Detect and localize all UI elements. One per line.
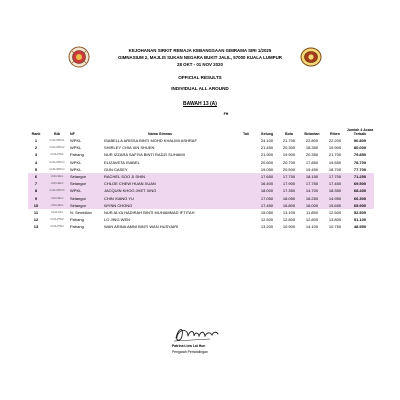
riben-cell: 17.700	[324, 173, 346, 180]
bola-cell: 16.800	[278, 202, 300, 209]
tali-cell	[236, 151, 256, 158]
tali-cell	[236, 187, 256, 194]
category-heading: BAWAH 13 (A)	[183, 101, 217, 107]
table-row	[28, 187, 374, 194]
bib-cell: U13A-WPKL1	[49, 139, 65, 142]
gelung-cell: 17.050	[256, 195, 278, 202]
belantan-cell: 22.800	[305, 138, 319, 143]
fh-cell	[216, 195, 236, 202]
gelung-cell: 18.000	[256, 187, 278, 194]
bola-cell: 17.900	[278, 180, 300, 187]
riben-cell: 12.500	[328, 210, 342, 216]
total-cell: 68.400	[346, 187, 374, 194]
bib-cell: U13A-WPKL4	[49, 167, 65, 171]
name-cell: LO JING WEN	[104, 217, 131, 223]
gelung-cell: 24.100	[260, 138, 274, 143]
gelung-cell: 21.450	[260, 145, 274, 151]
name-cell: JACQUIN KHOO JHET XING	[104, 187, 216, 194]
tali-cell	[236, 137, 256, 144]
fh-cell	[216, 202, 236, 209]
rank-cell: 13	[33, 224, 39, 230]
belantan-cell: 14.700	[300, 187, 324, 194]
nf-cell: Selangor	[70, 180, 104, 187]
bib-cell: U13A-SEL2	[44, 180, 70, 187]
col-bola: Bola	[285, 132, 293, 136]
nf-cell: Pahang	[70, 152, 84, 158]
table-row	[28, 173, 374, 180]
bib-cell: U13A-SEL4	[44, 202, 70, 209]
fh-cell	[216, 216, 236, 223]
table-row	[28, 195, 374, 202]
rank-cell: 9	[28, 195, 44, 202]
riben-cell: 17.450	[324, 180, 346, 187]
name-cell: CHIN XIANG YU	[104, 195, 216, 202]
total-cell: 51.100	[353, 217, 367, 223]
rank-cell: 5	[34, 166, 38, 172]
gelung-cell: 19.050	[260, 166, 274, 172]
gelung-cell: 20.600	[260, 159, 274, 165]
nf-cell: WPKL	[70, 166, 82, 172]
nf-cell: N. Sembilan	[70, 210, 92, 216]
tali-cell	[236, 173, 256, 180]
tali-cell	[236, 195, 256, 202]
table-row	[28, 209, 374, 216]
rank-cell: 11	[33, 210, 39, 216]
bib-cell: U13A-PHG1	[50, 153, 64, 157]
fh-cell	[216, 180, 236, 187]
name-cell: ELIZAVETA ISABEL	[104, 159, 140, 165]
belantan-cell: 14.100	[305, 224, 319, 230]
gelung-cell: 12.500	[260, 217, 274, 223]
col-bib: Bib	[54, 132, 60, 136]
total-cell: 90.800	[353, 138, 367, 143]
tali-cell	[236, 202, 256, 209]
bib-cell: U13A-WPKL2	[49, 146, 65, 150]
results-table	[28, 108, 374, 231]
total-cell: 80.000	[353, 145, 367, 151]
bola-cell: 10.900	[282, 224, 296, 230]
tali-cell	[236, 159, 256, 166]
belantan-cell: 16.000	[300, 202, 324, 209]
total-cell: 78.700	[353, 159, 367, 165]
bib-cell: U13A-SEL1	[44, 173, 70, 180]
col-name: Nama Gimnas	[148, 132, 172, 136]
signatory-title: Pengarah Pertandingan	[172, 350, 208, 354]
results-header-row	[28, 108, 374, 137]
nf-cell: Pahang	[70, 224, 84, 230]
gelung-cell: 13.200	[260, 224, 274, 230]
rank-cell: 7	[28, 180, 44, 187]
fh-cell	[216, 159, 236, 166]
name-cell: CHLOE CHEW HUAN XUAN	[104, 180, 216, 187]
tali-cell	[236, 166, 256, 173]
gelung-cell: 15.050	[260, 210, 274, 216]
col-belantan: Belantan	[304, 132, 320, 136]
table-row	[28, 180, 374, 187]
bola-cell: 18.050	[278, 195, 300, 202]
venue-line: GIMNASIUM 2, MAJLIS SUKAN NEGARA BUKIT JALIL, 57000 KUALA LUMPUR	[118, 55, 282, 60]
belantan-cell: 18.150	[300, 173, 324, 180]
table-row	[28, 202, 374, 209]
table-row	[28, 216, 374, 223]
riben-cell: 10.750	[328, 224, 342, 230]
riben-cell: 14.950	[324, 195, 346, 202]
belantan-cell: 16.250	[300, 195, 324, 202]
name-cell: NUR ALYA HADIRAH BINTI MUHAMMAD IFTITAH	[104, 210, 195, 216]
nf-cell: WPKL	[70, 138, 82, 143]
official-results-heading: OFFICIAL RESULTS	[178, 75, 222, 80]
belantan-cell: 12.800	[305, 217, 319, 223]
bib-cell: U13A-WPKL3	[49, 160, 65, 164]
table-row	[28, 223, 374, 230]
col-fh: FH	[223, 112, 229, 116]
bib-cell: U13A-SEL3	[44, 195, 70, 202]
name-cell: SHIRLEY CHIA XIN SHUEN	[104, 145, 155, 151]
rank-cell: 10	[28, 202, 44, 209]
rank-cell: 1	[34, 138, 38, 143]
bola-cell: 17.350	[278, 187, 300, 194]
bola-cell: 20.500	[282, 166, 296, 172]
fh-cell	[216, 209, 236, 216]
riben-cell: 18.350	[324, 187, 346, 194]
riben-cell: 19.550	[328, 159, 342, 165]
competition-title: KEJOHANAN SIRKIT REMAJA KEBANGSAAN GIMRAMA SIRI 1/2025	[128, 48, 272, 53]
name-cell: RACHEL SOO JI SHIN	[104, 173, 216, 180]
belantan-cell: 20.350	[305, 152, 319, 158]
total-cell: 52.500	[353, 210, 367, 216]
belantan-cell: 11.850	[306, 210, 318, 216]
table-row	[28, 166, 374, 173]
nf-cell: WPKL	[70, 145, 82, 151]
bola-cell: 13.100	[282, 210, 296, 216]
bola-cell: 20.300	[282, 145, 296, 151]
belantan-cell: 18.350	[305, 145, 319, 151]
bola-cell: 12.800	[282, 217, 296, 223]
nf-cell: WPKL	[70, 159, 82, 165]
riben-cell: 15.650	[324, 202, 346, 209]
rank-cell: 8	[28, 187, 44, 194]
fh-cell	[216, 187, 236, 194]
total-cell: 69.500	[346, 180, 374, 187]
rank-cell: 3	[34, 152, 38, 158]
event-heading: INDIVIDUAL ALL AROUND	[171, 86, 229, 91]
name-cell: WYNN CHONG	[104, 202, 216, 209]
gelung-cell: 21.900	[260, 152, 274, 158]
bib-cell: U13A-PHG2	[50, 218, 64, 222]
rank-cell: 6	[28, 173, 44, 180]
total-cell: 66.300	[346, 195, 374, 202]
riben-cell: 19.900	[328, 145, 342, 151]
belantan-cell: 17.750	[300, 180, 324, 187]
fh-cell	[216, 151, 236, 158]
total-cell: 48.950	[353, 224, 367, 230]
bola-cell: 20.700	[282, 159, 296, 165]
rank-cell: 2	[34, 145, 38, 151]
table-row	[28, 159, 374, 166]
fh-cell	[216, 144, 236, 151]
nf-cell: Selangor	[70, 173, 104, 180]
gelung-cell: 16.400	[256, 180, 278, 187]
riben-cell: 13.800	[328, 217, 342, 223]
table-row	[28, 151, 374, 158]
name-cell: ISABELLA ARISSA BINTI MOHD KHALIMI ASHRAF	[104, 138, 197, 143]
tali-cell	[236, 223, 256, 230]
col-nf: NF	[70, 132, 75, 136]
bib-cell: U13A-WPKL5	[44, 187, 70, 194]
name-cell: GUN CASEY	[104, 166, 128, 172]
fh-cell	[216, 137, 236, 144]
tali-cell	[236, 180, 256, 187]
bola-cell: 19.900	[282, 152, 296, 158]
table-row	[28, 144, 374, 151]
signatory-name: Patrina Liew Lai Hun	[172, 344, 206, 348]
col-gelung: Gelung	[260, 132, 274, 136]
date-line: 28 OKT - 01 NOV 2020	[177, 62, 223, 67]
col-rank: Rank	[31, 132, 41, 136]
bib-cell: U13A-NS1	[51, 211, 63, 215]
riben-cell: 22.200	[328, 138, 342, 143]
name-cell: NUR IZZARA SAFIYA BINTI RADZI SUHAIMI	[104, 152, 185, 158]
total-cell: 65.900	[346, 202, 374, 209]
riben-cell: 21.700	[328, 152, 342, 158]
total-cell: 71.250	[346, 173, 374, 180]
nf-cell: WPKL	[70, 187, 104, 194]
col-jumlah: Jumlah 4 Acara Terbaik	[346, 128, 374, 136]
fh-cell	[216, 223, 236, 230]
bola-cell: 21.700	[282, 138, 296, 143]
rank-cell: 12	[33, 217, 39, 223]
total-cell: 77.700	[353, 166, 367, 172]
tali-cell	[236, 216, 256, 223]
gelung-cell: 17.450	[256, 202, 278, 209]
name-cell: WAN ARINA AMNI BINTI WAN HUSYAIRI	[104, 224, 179, 230]
nf-cell: Pahang	[70, 217, 84, 223]
table-row	[28, 137, 374, 144]
bib-cell: U13A-PHG3	[50, 225, 64, 229]
col-tali: Tali	[243, 132, 249, 136]
total-cell: 79.850	[353, 152, 367, 158]
rank-cell: 4	[34, 159, 38, 165]
nf-cell: Selangor	[70, 202, 104, 209]
riben-cell: 18.700	[328, 166, 342, 172]
fh-cell	[216, 166, 236, 173]
gelung-cell: 17.650	[256, 173, 278, 180]
nf-cell: Selangor	[70, 195, 104, 202]
col-riben: Riben	[330, 132, 340, 136]
tali-cell	[236, 209, 256, 216]
belantan-cell: 17.850	[305, 159, 319, 165]
bola-cell: 17.750	[278, 173, 300, 180]
tali-cell	[236, 144, 256, 151]
fh-cell	[216, 173, 236, 180]
belantan-cell: 19.450	[305, 166, 319, 172]
